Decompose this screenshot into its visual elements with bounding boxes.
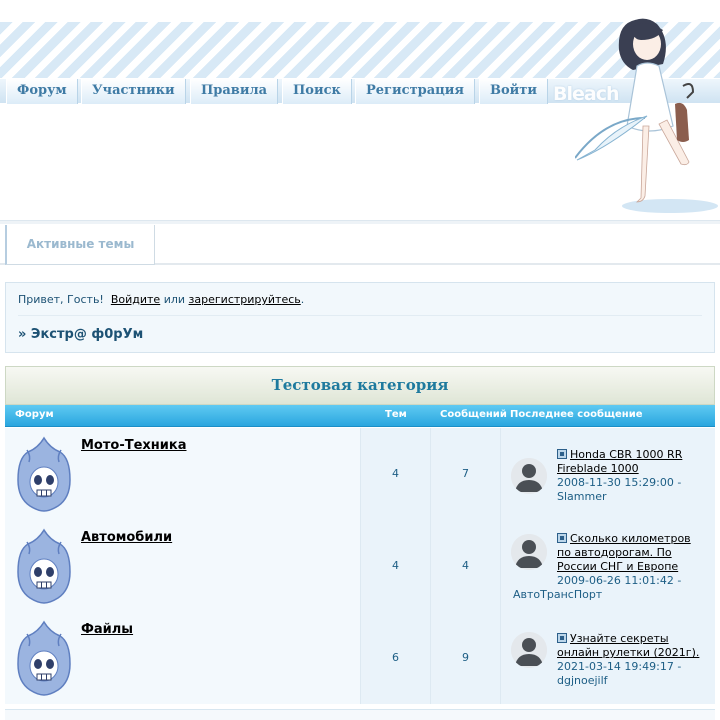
last-post-link[interactable]: Honda CBR 1000 RR Fireblade 1000 bbox=[557, 448, 683, 475]
register-link[interactable]: зарегистрируйтесь bbox=[188, 293, 301, 306]
last-post-author[interactable]: Slammer bbox=[557, 490, 607, 503]
forum-row bbox=[5, 428, 715, 520]
table-header bbox=[5, 405, 715, 427]
breadcrumb[interactable]: » Экстр@ ф0рУм bbox=[18, 327, 144, 342]
header-divider bbox=[0, 220, 720, 224]
nav-search[interactable]: Поиск bbox=[282, 79, 352, 104]
post-icon bbox=[557, 449, 567, 459]
col-last-post: Последнее сообщение bbox=[510, 409, 643, 420]
last-post-cell bbox=[501, 520, 715, 612]
nav-login[interactable]: Войти bbox=[479, 79, 548, 104]
welcome-divider bbox=[18, 315, 702, 316]
greeting-text: Привет, Гость! bbox=[18, 293, 104, 306]
last-post-cell bbox=[501, 612, 715, 704]
forum-cell bbox=[5, 520, 361, 612]
nav-members[interactable]: Участники bbox=[81, 79, 186, 104]
welcome-line bbox=[18, 293, 304, 306]
forum-cell bbox=[5, 428, 361, 520]
last-post-info bbox=[557, 532, 707, 588]
post-icon bbox=[557, 533, 567, 543]
last-post-date: 2008-11-30 15:29:00 - bbox=[557, 476, 682, 489]
forum-row bbox=[5, 520, 715, 612]
last-post-author[interactable]: dgjnoejilf bbox=[557, 674, 608, 687]
tabs-bar bbox=[0, 225, 720, 265]
forum-row bbox=[5, 612, 715, 704]
forum-cell bbox=[5, 612, 361, 704]
skull-flame-icon bbox=[15, 436, 73, 512]
period-text: . bbox=[300, 293, 305, 306]
col-forum: Форум bbox=[15, 409, 54, 420]
posts-count: 4 bbox=[431, 520, 501, 612]
post-icon bbox=[557, 633, 567, 643]
col-topics: Тем bbox=[385, 409, 407, 420]
skull-flame-icon bbox=[15, 620, 73, 696]
topics-count: 4 bbox=[361, 428, 431, 520]
last-post-date: 2021-03-14 19:49:17 - bbox=[557, 660, 682, 673]
last-post-link[interactable]: Узнайте секреты онлайн рулетки (2021г). bbox=[557, 632, 700, 659]
topics-count: 4 bbox=[361, 520, 431, 612]
table-footer bbox=[5, 709, 715, 720]
last-post-cell bbox=[501, 428, 715, 520]
last-post-link[interactable]: Сколько километров по автодорогам. По России СНГ и Европе bbox=[557, 532, 691, 573]
site-header bbox=[0, 0, 720, 222]
welcome-box bbox=[5, 282, 715, 353]
login-link[interactable]: Войдите bbox=[110, 293, 161, 306]
nav-register[interactable]: Регистрация bbox=[355, 79, 475, 104]
category-title[interactable]: Тестовая категория bbox=[5, 366, 715, 405]
tab-active-topics[interactable]: Активные темы bbox=[5, 225, 155, 265]
user-silhouette-icon bbox=[511, 632, 547, 668]
nav-rules[interactable]: Правила bbox=[190, 79, 278, 104]
anime-girl-illustration bbox=[575, 8, 720, 216]
skull-flame-icon bbox=[15, 528, 73, 604]
user-silhouette-icon bbox=[511, 458, 547, 494]
last-post-date: 2009-06-26 11:01:42 - bbox=[557, 574, 682, 587]
last-post-info bbox=[557, 448, 707, 504]
avatar bbox=[511, 458, 547, 494]
avatar bbox=[511, 534, 547, 570]
brand-logo: Bleach bbox=[553, 83, 619, 105]
or-text: или bbox=[163, 293, 186, 306]
nav-forum[interactable]: Форум bbox=[6, 79, 78, 104]
avatar bbox=[511, 632, 547, 668]
posts-count: 7 bbox=[431, 428, 501, 520]
last-post-info bbox=[557, 632, 707, 688]
last-post-author[interactable]: АвтоТрансПорт bbox=[513, 588, 603, 601]
topics-count: 6 bbox=[361, 612, 431, 704]
user-silhouette-icon bbox=[511, 534, 547, 570]
col-posts: Сообщений bbox=[440, 409, 507, 420]
forum-title-link[interactable]: Файлы bbox=[81, 622, 134, 637]
posts-count: 9 bbox=[431, 612, 501, 704]
forum-title-link[interactable]: Автомобили bbox=[81, 530, 173, 545]
forum-title-link[interactable]: Мото-Техника bbox=[81, 438, 187, 453]
